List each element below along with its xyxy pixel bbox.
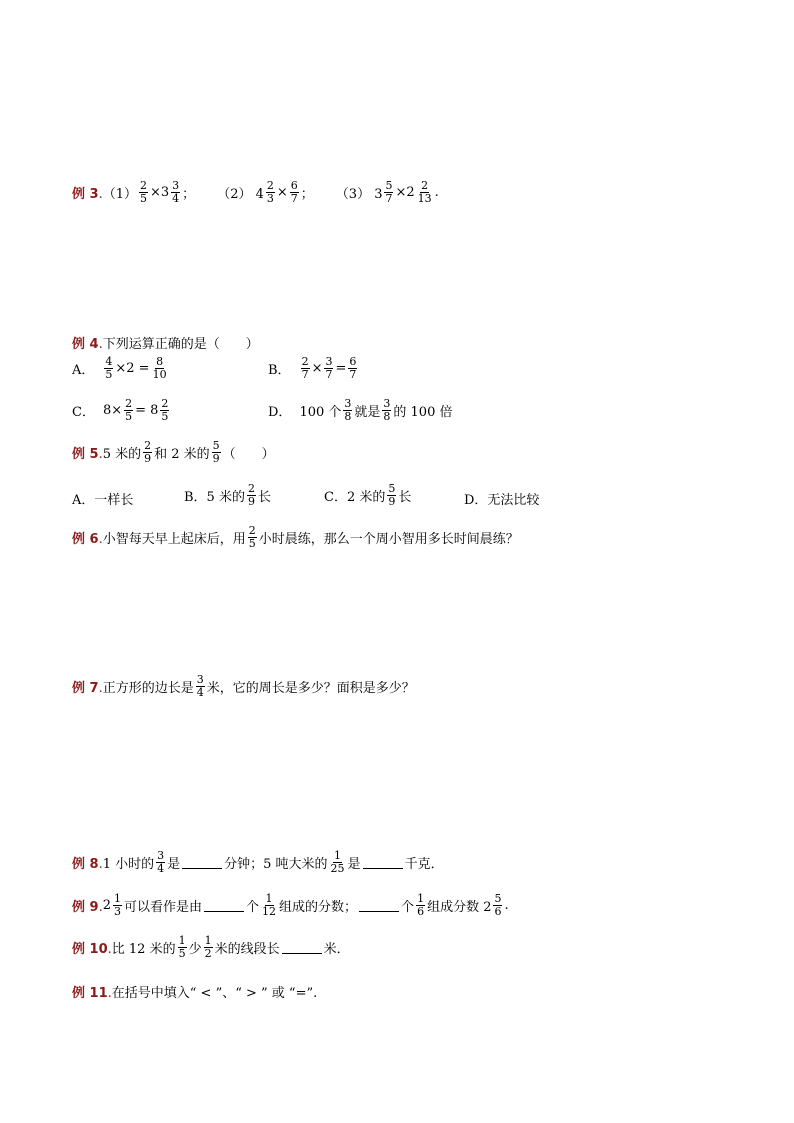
example-6: 例 6. 小智每天早上起床后，用 $\frac{2}{5}$ 小时晨练，那么一个周小智用多长时间晨练？: [72, 524, 519, 550]
example-7: 例 7. 正方形的边长是 $\frac{3}{4}$ 米，它的周长是多少？面积是多少？: [72, 673, 415, 699]
example-label: 例 3.: [72, 187, 103, 202]
option-d: D． 100 个 $\frac{3}{8}$ 就是 $\frac{3}{8}$ 的 100 倍: [268, 397, 453, 423]
example-label: 例 5.: [72, 447, 103, 462]
answer-blank[interactable]: [363, 856, 403, 869]
option-b: B． $\frac{2}{7}$ × $\frac{3}{7}$ = $\frac{6}{7}$: [268, 355, 357, 381]
fraction: $\frac{6}{7}$: [290, 179, 298, 205]
example-5: 例 5. 5 米的 $\frac{2}{9}$ 和 2 米的 $\frac{5}{9}$ （ ）: [72, 439, 275, 465]
example-label: 例 10.: [72, 942, 112, 957]
example-11: 例 11. 在括号中填入“ < ”、“ > ” 或 “=”.: [72, 982, 317, 1001]
part-1-label: （1）: [102, 187, 137, 202]
fraction: $\frac{2}{13}$: [417, 179, 432, 205]
option-b: B．5 米的 $\frac{2}{9}$ 长: [184, 482, 271, 508]
example-4: [72, 333, 259, 352]
example-9: 例 9. 2 $\frac{1}{3}$ 可以看作是由 个 $\frac{1}{12}$ 组成的分数； 个 $\frac{1}{6}$ 组成分数 2 $\frac{5}{6}$ .: [72, 892, 509, 918]
answer-blank[interactable]: [282, 941, 322, 954]
fraction: $\frac{2}{5}$: [140, 179, 147, 205]
option-c: C．2 米的 $\frac{5}{9}$ 长: [324, 482, 412, 508]
example-label: 例 7.: [72, 681, 103, 696]
question-text: 下列运算正确的是（ ）: [102, 337, 259, 352]
answer-blank[interactable]: [182, 856, 222, 869]
part-3-label: （3） 3: [335, 187, 383, 202]
example-label: 例 4.: [72, 337, 103, 352]
example-label: 例 11.: [72, 986, 112, 1001]
fraction: $\frac{5}{7}$: [385, 179, 393, 205]
option-d: D．无法比较: [464, 493, 540, 508]
part-2-label: （2） 4: [217, 187, 264, 202]
answer-blank[interactable]: [359, 899, 399, 912]
fraction: $\frac{3}{4}$: [172, 179, 180, 205]
example-label: 例 9.: [72, 900, 103, 915]
option-c: C． 8× $\frac{2}{5}$ = 8 $\frac{2}{5}$: [72, 397, 169, 423]
option-a: A．一样长: [72, 493, 134, 508]
fraction: $\frac{2}{3}$: [266, 179, 274, 205]
answer-blank[interactable]: [204, 899, 244, 912]
example-3: 例 3. （1） $\frac{2}{5}$ ×3 $\frac{3}{4}$ ； （2） 4 $\frac{2}{3}$ × $\frac{6}{7}$ ； （3） 3 $\frac{5}{7}$ ×2 $\frac{2}{13}$ .: [72, 179, 439, 205]
option-a: A． $\frac{4}{5}$ ×2 = $\frac{8}{10}$: [72, 355, 167, 381]
example-label: 例 8.: [72, 857, 103, 872]
example-8: 例 8. 1 小时的 $\frac{3}{4}$ 是 分钟；5 吨大米的 $\frac{1}{25}$ 是 千克．: [72, 849, 444, 875]
example-label: 例 6.: [72, 532, 103, 547]
example-10: 例 10. 比 12 米的 $\frac{1}{5}$ 少 $\frac{1}{2}$ 米的线段长 米．: [72, 934, 350, 960]
